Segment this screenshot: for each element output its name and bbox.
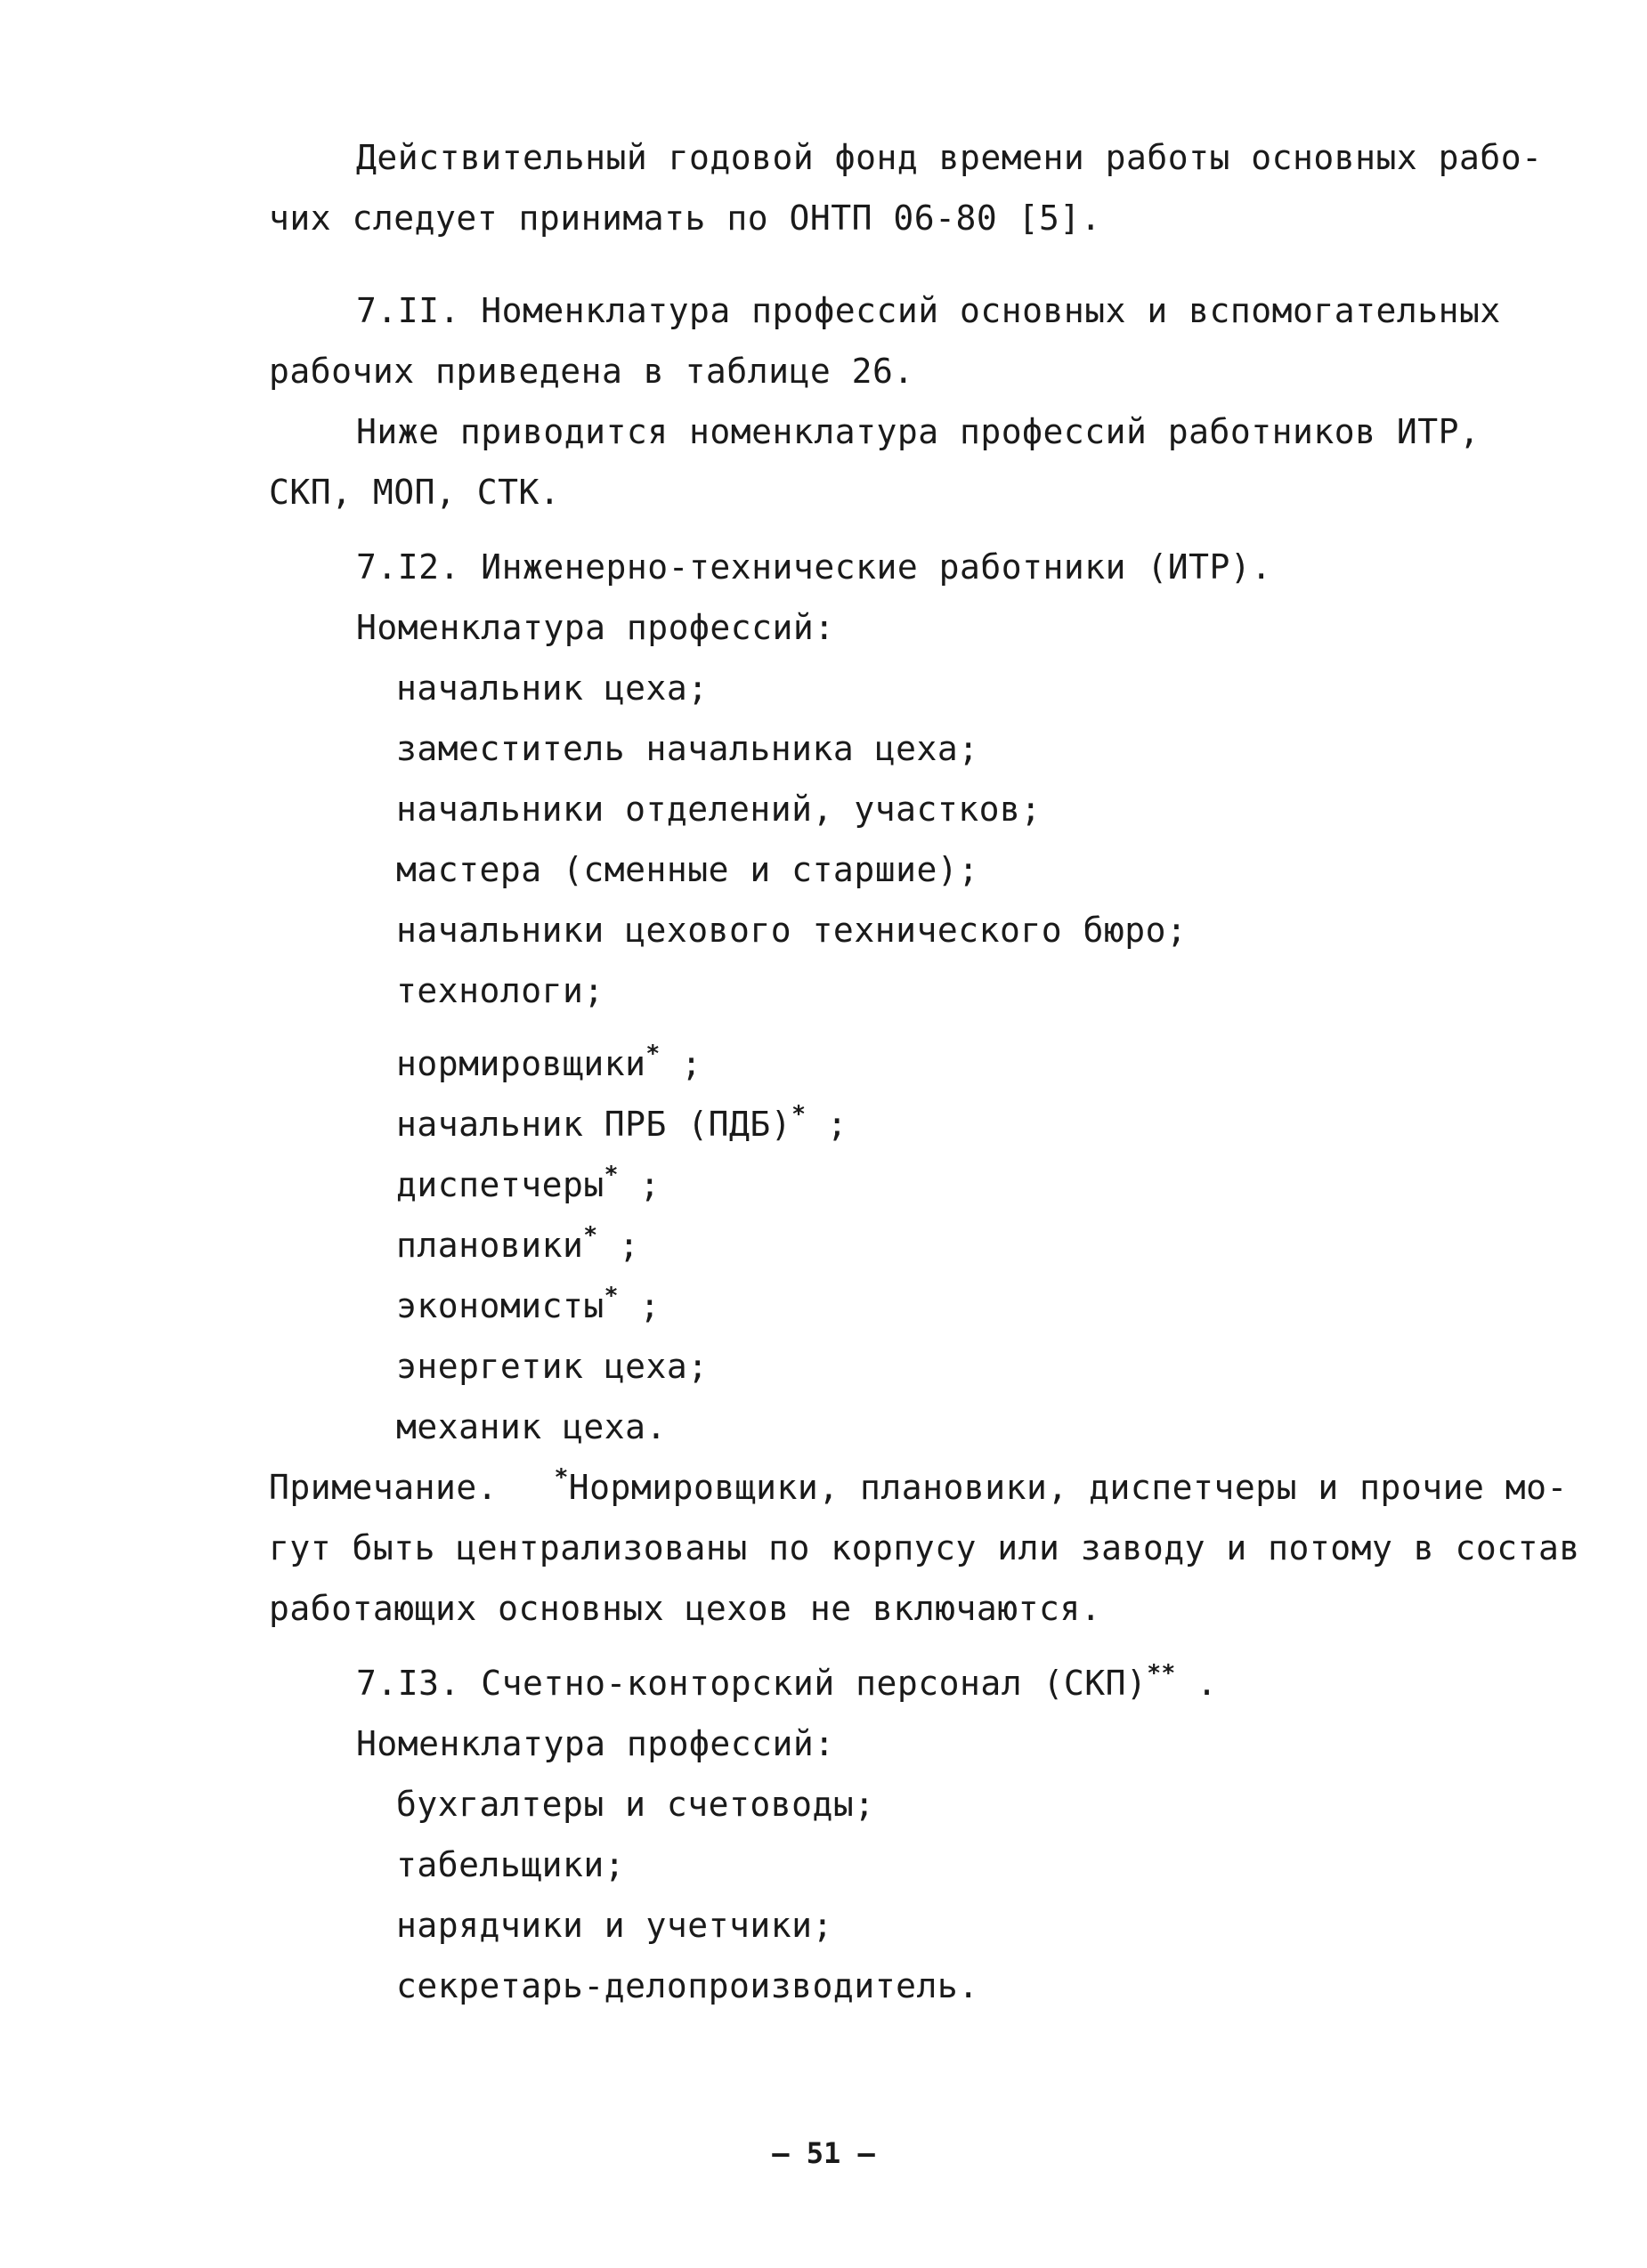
section-heading: 7.I2. Инженерно-технические работники (ИТР). [356, 547, 1272, 587]
paragraph-line: рабочих приведена в таблице 26. [269, 352, 914, 391]
note-text: Нормировщики, плановики, диспетчеры и прочие мо- [568, 1468, 1568, 1507]
list-item: начальники отделений, участков; [396, 790, 1042, 829]
list-title: Номенклатура профессий: [356, 608, 835, 647]
list-item [396, 1041, 702, 1083]
paragraph-line: Действительный годовой фонд времени работы основных рабо- [356, 138, 1543, 177]
note-line: работающих основных цехов не включаются. [269, 1589, 1102, 1628]
list-item [396, 1101, 848, 1144]
footnote-marker: ** [1147, 1660, 1176, 1687]
list-item-text: диспетчеры [396, 1165, 604, 1204]
list-item-text: нормировщики [396, 1044, 646, 1083]
list-item: заместитель начальника цеха; [396, 729, 979, 768]
list-item: технологи; [396, 971, 604, 1010]
list-item: энергетик цеха; [396, 1347, 709, 1386]
footnote-marker: * [645, 1041, 661, 1067]
list-item: мастера (сменные и старшие); [396, 850, 979, 889]
list-item [396, 1162, 661, 1204]
list-item: начальники цехового технического бюро; [396, 911, 1188, 950]
list-item: механик цеха. [396, 1407, 667, 1446]
note-line: гут быть централизованы по корпусу или заводу и потому в состав [269, 1528, 1580, 1567]
list-item: начальник цеха; [396, 668, 709, 708]
list-item: бухгалтеры и счетоводы; [396, 1785, 875, 1824]
list-item-punct: ; [618, 1165, 661, 1204]
list-item: нарядчики и учетчики; [396, 1906, 833, 1945]
paragraph-line: Ниже приводится номенклатура профессий работников ИТР, [356, 412, 1481, 451]
footnote-marker: * [791, 1101, 807, 1128]
footnote-marker: * [604, 1283, 619, 1309]
list-title: Номенклатура профессий: [356, 1724, 835, 1763]
list-item-punct: ; [618, 1286, 661, 1325]
footnote-marker: * [604, 1162, 619, 1188]
list-item-punct: ; [597, 1226, 640, 1265]
list-item-text: плановики [396, 1226, 584, 1265]
footnote-marker: * [583, 1222, 598, 1249]
note-label: Примечание. [269, 1468, 499, 1507]
footnote-marker: * [554, 1464, 569, 1491]
list-item-text: экономисты [396, 1286, 604, 1325]
paragraph-line: чих следует принимать по ОНТП 06-80 [5]. [269, 198, 1102, 238]
section-heading-text: 7.I3. Счетно-конторский персонал (СКП) [356, 1664, 1148, 1703]
section-heading: 7.II. Номенклатура профессий основных и вспомогательных [356, 291, 1501, 330]
page-number: — 51 — [772, 2136, 875, 2170]
list-item: табельщики; [396, 1845, 626, 1884]
section-heading [356, 1660, 1218, 1703]
list-item-text: начальник ПРБ (ПДБ) [396, 1105, 792, 1144]
list-item [396, 1222, 640, 1265]
paragraph-line: СКП, МОП, СТК. [269, 473, 561, 512]
list-item-punct: ; [660, 1044, 702, 1083]
list-item [396, 1283, 661, 1325]
list-item: секретарь-делопроизводитель. [396, 1966, 979, 2005]
note-line [269, 1464, 1568, 1507]
section-heading-end: . [1175, 1664, 1218, 1703]
list-item-punct: ; [806, 1105, 848, 1144]
